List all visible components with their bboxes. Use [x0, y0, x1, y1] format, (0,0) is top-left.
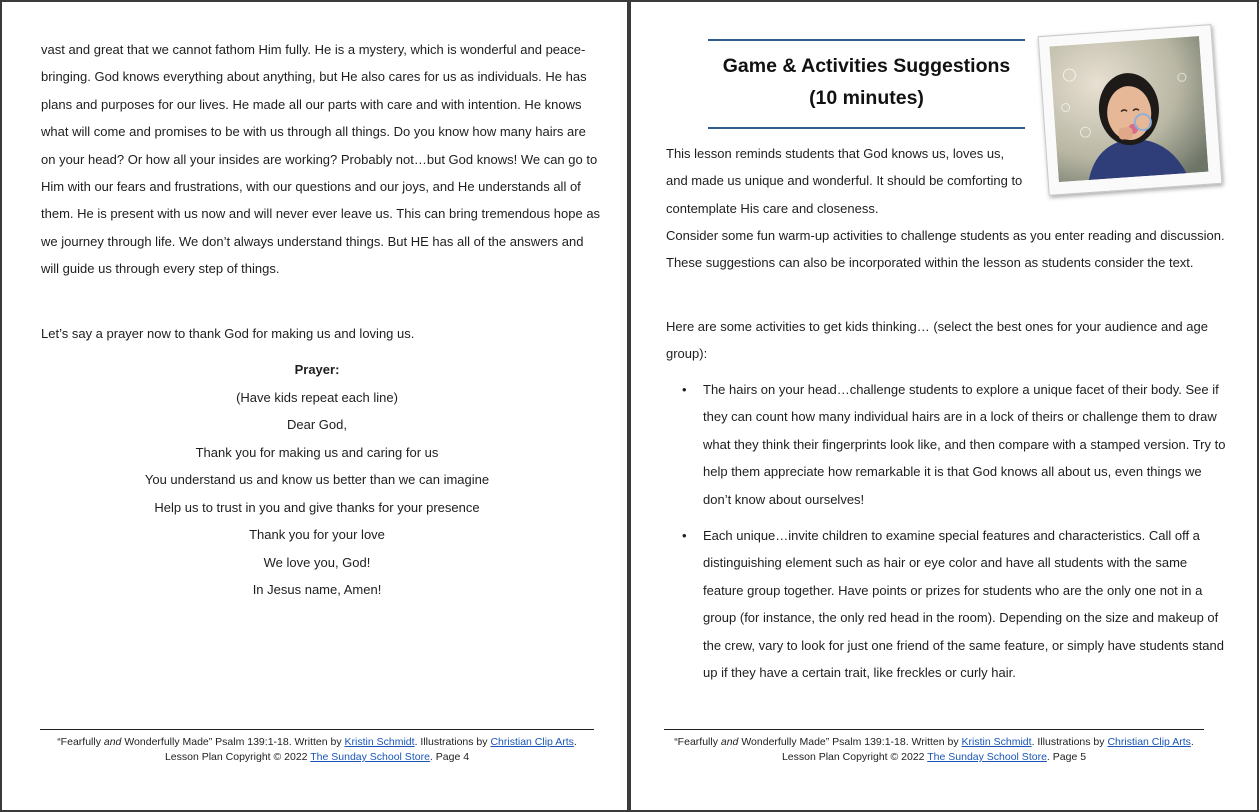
footer-text: . Lesson Plan Copyright © 2022: [781, 736, 1194, 763]
prayer-heading: Prayer:: [294, 362, 340, 377]
footer-text: “Fearfully: [674, 736, 721, 748]
page-number: . Page 5: [1046, 751, 1087, 763]
list-item: [666, 376, 1226, 513]
section-duration: (10 minutes): [809, 87, 924, 109]
author-link[interactable]: Kristin Schmidt: [344, 736, 415, 748]
list-item: [666, 522, 1226, 686]
author-link[interactable]: Kristin Schmidt: [961, 736, 1032, 748]
prayer-intro-paragraph: Let’s say a prayer now to thank God for making us and loving us.: [41, 326, 415, 341]
footer-text: Wonderfully Made” Psalm 139:1-18. Written by: [738, 736, 962, 748]
footer-text: “Fearfully: [57, 736, 104, 748]
page-number: . Page 4: [429, 751, 470, 763]
prayer-line: Thank you for your love: [249, 527, 385, 542]
child-blowing-bubbles-illustration: [1049, 36, 1208, 182]
footer-text-italic: and: [720, 736, 739, 748]
illustrator-link[interactable]: Christian Clip Arts: [1107, 736, 1191, 748]
prayer-line: You understand us and know us better than we can imagine: [144, 472, 490, 487]
list-item-text: Each unique…invite children to examine special features and characteristics. Call off a distinguishing element such as hair or eye color and have all students with the same feature group together. Have points or prizes for students who are the only one not in a group (for instance, the only red head in the room). Depending on the size and makeup of the crew, vary to look for just one friend of the same feature, or simply have students stand up if they have a certain trait, like freckles or curly hair.: [703, 528, 1224, 681]
prayer-line: (Have kids repeat each line): [236, 389, 398, 405]
prayer-line: We love you, God!: [263, 554, 371, 570]
intro-paragraph: This lesson reminds students that God knows us, loves us, and made us unique and wonderful. It should be comforting to contemplate His care and closeness.: [666, 146, 1023, 216]
page-footer: [664, 729, 1204, 765]
prayer-line: Help us to trust in you and give thanks for your presence: [154, 499, 480, 515]
footer-text: . Lesson Plan Copyright © 2022: [164, 736, 577, 763]
prayer-line: Thank you for making us and caring for us: [195, 444, 439, 460]
store-link[interactable]: The Sunday School Store: [927, 751, 1047, 763]
footer-text: Wonderfully Made” Psalm 139:1-18. Written by: [121, 736, 345, 748]
list-item-text: The hairs on your head…challenge students to explore a unique facet of their body. See if they can count how many individual hairs are in a lock of theirs or challenge them to draw what they think their fingerprints look like, and then compare with a stamped version. Try to help them appreciate how remarkable it is that God knows all about us, even things we don’t know about ourselves!: [703, 382, 1226, 507]
section-heading: [708, 39, 1025, 129]
body-paragraph: Consider some fun warm-up activities to challenge students as you enter reading and discussion. These suggestions can also be incorporated within the lesson as students consider the text.: [666, 228, 1225, 271]
illustrator-link[interactable]: Christian Clip Arts: [490, 736, 574, 748]
footer-text: . Illustrations by: [1031, 736, 1108, 748]
activity-list: [666, 376, 1226, 686]
child-photo: [1038, 24, 1223, 196]
footer-text: . Illustrations by: [414, 736, 491, 748]
bullet-icon: •: [682, 382, 687, 397]
prayer-line: Dear God,: [287, 417, 347, 432]
prayer-line: In Jesus name, Amen!: [252, 582, 382, 597]
store-link[interactable]: The Sunday School Store: [310, 751, 430, 763]
body-paragraph: vast and great that we cannot fathom Him fully. He is a mystery, which is wonderful and peace-bringing. God knows everything about anything, but He also cares for us as individuals. He has plans and purposes for our lives. He made all our parts with care and with intention. He knows what will come and promises to be with us through all things. Do you know how many hairs are on your head? Or how all your insides are working? Probably not…but God knows! We can go to Him with our fears and frustrations, with our questions and our joys, and He understands all of them. He is present with us now and will never ever leave us. This can bring tremendous hope as we journey through life. We don’t always understand things. But HE has all of the answers and will guide us through every step of things.: [41, 42, 601, 277]
bullet-icon: •: [682, 528, 687, 544]
section-title: Game & Activities Suggestions: [722, 55, 1011, 77]
footer-text-italic: and: [103, 736, 122, 748]
page-footer: [40, 729, 594, 765]
body-paragraph: Here are some activities to get kids thinking… (select the best ones for your audience and age group):: [666, 319, 1208, 362]
prayer-block: [42, 356, 592, 604]
right-page: [631, 2, 1257, 810]
left-page: [2, 2, 627, 810]
